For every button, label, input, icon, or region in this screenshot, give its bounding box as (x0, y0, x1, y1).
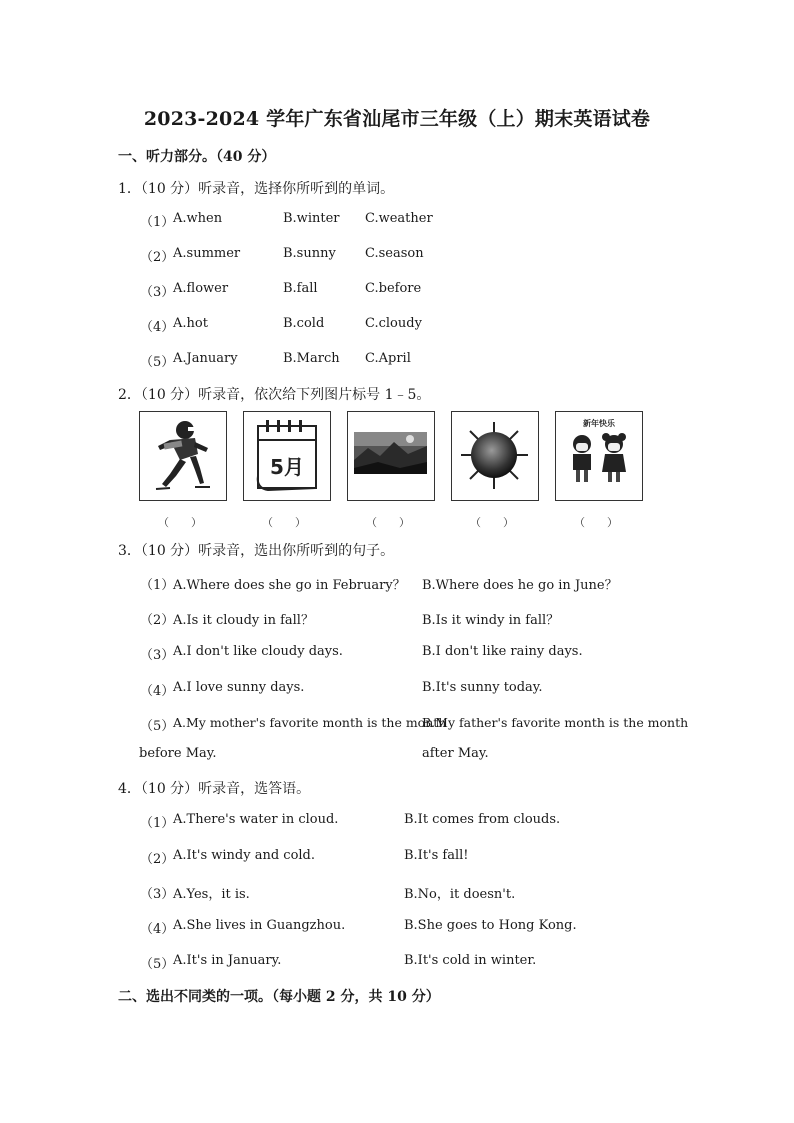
q4-item-num: （5） (140, 957, 175, 972)
q4-item-num: （3） (140, 887, 175, 902)
q1-option-b: B.winter (283, 211, 340, 226)
q1-option-c: C.before (365, 281, 422, 296)
q3-option-a: A.I don't like cloudy days. (173, 644, 343, 659)
section-heading-odd-one-out: 二、选出不同类的一项。（每小题 2 分，共 10 分） (118, 989, 440, 1005)
q3-option-a-continued: before May. (139, 746, 217, 761)
q3-option-a: A.Is it cloudy in fall？ (173, 613, 314, 628)
q4-item-num: （1） (140, 816, 175, 831)
banner-text: 新年快乐 (583, 419, 615, 428)
q3-item-num: （3） (140, 648, 175, 663)
q1-option-c: C.April (365, 351, 411, 366)
q3-item-num: （1） (140, 578, 175, 593)
q4-item-num: （4） (140, 922, 175, 937)
q3-option-a: A.My mother's favorite month is the month (173, 715, 447, 730)
q1-option-b: B.cold (283, 316, 325, 331)
q1-option-a: A.hot (173, 316, 208, 331)
answer-blank: （ ） (366, 516, 410, 529)
q3-option-a: A.Where does she go in February？ (173, 578, 406, 593)
picture-4-frame (451, 411, 539, 501)
q3-option-a: A.I love sunny days. (173, 680, 305, 695)
q3-item-num: （5） (140, 719, 175, 734)
question-1-stem: 1．（10 分）听录音，选择你所听到的单词。 (118, 181, 395, 197)
q1-option-a: A.flower (173, 281, 229, 296)
q1-option-a: A.summer (173, 246, 241, 261)
q3-option-b: B.Is it windy in fall？ (422, 613, 560, 628)
q3-option-b: B.My father's favorite month is the month (422, 715, 689, 730)
q1-option-a: A.January (173, 351, 238, 366)
q4-option-a: A.She lives in Guangzhou. (173, 918, 346, 933)
picture-1-frame (139, 411, 227, 501)
q4-option-b: B.It's fall! (404, 848, 469, 863)
q1-option-c: C.cloudy (365, 316, 422, 331)
q1-item-num: （2） (140, 250, 175, 265)
q4-item-num: （2） (140, 852, 175, 867)
q3-option-b: B.It's sunny today. (422, 680, 543, 695)
section-heading-listening: 一、听力部分。（40 分） (118, 149, 276, 165)
question-4-stem: 4．（10 分）听录音，选答语。 (118, 781, 311, 797)
q1-option-c: C.season (365, 246, 424, 261)
question-3-stem: 3．（10 分）听录音，选出你所听到的句子。 (118, 543, 395, 559)
picture-5-frame (555, 411, 643, 501)
q1-item-num: （3） (140, 285, 175, 300)
q3-option-b-continued: after May. (422, 746, 489, 761)
children-icon (556, 412, 641, 499)
sun-icon (452, 412, 537, 499)
q4-option-a: A.Yes，it is. (173, 887, 250, 902)
q4-option-a: A.It's in January. (173, 953, 282, 968)
q1-item-num: （4） (140, 320, 175, 335)
q3-option-b: B.I don't like rainy days. (422, 644, 583, 659)
question-2-stem: 2．（10 分）听录音，依次给下列图片标号 1﹣5。 (118, 387, 431, 403)
picture-2-frame (243, 411, 331, 501)
q4-option-b: B.No，it doesn't. (404, 887, 516, 902)
q3-option-b: B.Where does he go in June？ (422, 578, 618, 593)
calendar-month-text: 5月 (270, 455, 304, 479)
q3-item-num: （4） (140, 684, 175, 699)
answer-blank: （ ） (158, 516, 202, 529)
q3-item-num: （2） (140, 613, 175, 628)
q1-item-num: （5） (140, 355, 175, 370)
q1-option-a: A.when (173, 211, 223, 226)
answer-blank: （ ） (262, 516, 306, 529)
q1-item-num: （1） (140, 215, 175, 230)
answer-blank: （ ） (574, 516, 618, 529)
q1-option-b: B.March (283, 351, 340, 366)
calendar-icon (244, 412, 329, 499)
page-title: 2023-2024 学年广东省汕尾市三年级（上）期末英语试卷 (143, 108, 651, 130)
landscape-icon (348, 412, 433, 499)
q4-option-a: A.There's water in cloud. (173, 812, 339, 827)
q1-option-b: B.fall (283, 281, 318, 296)
q1-option-b: B.sunny (283, 246, 336, 261)
q4-option-a: A.It's windy and cold. (173, 848, 316, 863)
picture-3-frame (347, 411, 435, 501)
q4-option-b: B.She goes to Hong Kong. (404, 918, 577, 933)
q4-option-b: B.It's cold in winter. (404, 953, 537, 968)
answer-blank: （ ） (470, 516, 514, 529)
q1-option-c: C.weather (365, 211, 433, 226)
skater-icon (140, 412, 225, 499)
q4-option-b: B.It comes from clouds. (404, 812, 561, 827)
